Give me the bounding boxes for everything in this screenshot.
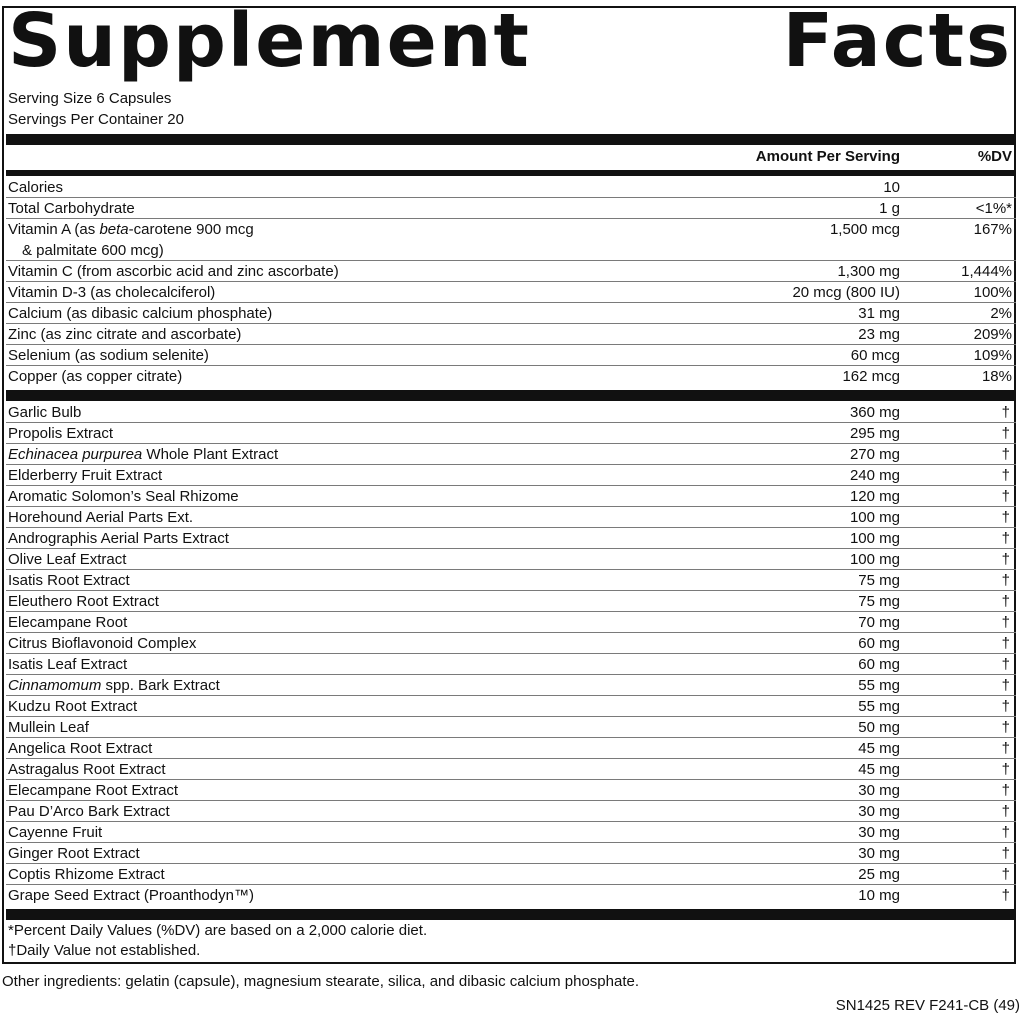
herbal-amount: 100 mg bbox=[849, 509, 900, 526]
dv-header: %DV bbox=[977, 148, 1012, 165]
herbal-amount: 25 mg bbox=[858, 866, 900, 883]
ingredient-name: Zinc (as zinc citrate and ascorbate) bbox=[8, 326, 242, 343]
nutrient-row bbox=[6, 219, 1016, 261]
nutrient-row bbox=[6, 198, 1016, 219]
dagger-mark: † bbox=[1001, 887, 1010, 904]
nutrient-dv: 109% bbox=[973, 347, 1012, 364]
footnote-percent-dv: *Percent Daily Values (%DV) are based on a 2,000 calorie diet. bbox=[8, 922, 428, 939]
nutrient-dv: 1,444% bbox=[961, 263, 1012, 280]
ingredient-name: Angelica Root Extract bbox=[8, 740, 153, 757]
thick-divider-middle bbox=[6, 390, 1016, 401]
ingredient-name: Cinnamomum spp. Bark Extract bbox=[8, 677, 220, 694]
nutrient-row bbox=[6, 324, 1016, 345]
footnotes bbox=[8, 921, 427, 961]
herbal-amount: 75 mg bbox=[858, 593, 900, 610]
ingredient-name: Kudzu Root Extract bbox=[8, 698, 138, 715]
herbal-row bbox=[6, 885, 1016, 906]
ingredient-name: Vitamin A (as beta-carotene 900 mcg & palmitate 600 mcg) bbox=[8, 221, 254, 259]
ingredient-name: Copper (as copper citrate) bbox=[8, 368, 183, 385]
herbal-row bbox=[6, 486, 1016, 507]
ingredient-name: Cayenne Fruit bbox=[8, 824, 103, 841]
ingredient-name: Isatis Leaf Extract bbox=[8, 656, 128, 673]
nutrient-dv: 167% bbox=[973, 221, 1012, 238]
nutrient-amount: 23 mg bbox=[858, 326, 900, 343]
ingredient-name: Elecampane Root Extract bbox=[8, 782, 179, 799]
dagger-mark: † bbox=[1001, 509, 1010, 526]
dagger-mark: † bbox=[1001, 530, 1010, 547]
ingredient-name: Isatis Root Extract bbox=[8, 572, 130, 589]
ingredient-name: Coptis Rhizome Extract bbox=[8, 866, 165, 883]
herbal-row bbox=[6, 402, 1016, 423]
herbal-row bbox=[6, 633, 1016, 654]
ingredient-name: Eleuthero Root Extract bbox=[8, 593, 159, 610]
nutrient-row bbox=[6, 177, 1016, 198]
herbal-amount: 30 mg bbox=[858, 803, 900, 820]
ingredient-name-italic: Echinacea purpurea bbox=[8, 446, 143, 463]
herbal-amount: 240 mg bbox=[849, 467, 900, 484]
herbal-amount: 60 mg bbox=[858, 656, 900, 673]
nutrient-row bbox=[6, 345, 1016, 366]
ingredient-name: Vitamin D-3 (as cholecalciferol) bbox=[8, 284, 216, 301]
ingredient-name-line2: & palmitate 600 mcg) bbox=[22, 242, 164, 259]
herbal-row bbox=[6, 591, 1016, 612]
ingredient-name: Elecampane Root bbox=[8, 614, 128, 631]
thick-divider-header bbox=[6, 170, 1016, 176]
nutrient-table bbox=[6, 177, 1016, 387]
herbal-row bbox=[6, 738, 1016, 759]
dagger-mark: † bbox=[1001, 698, 1010, 715]
nutrient-amount: 31 mg bbox=[858, 305, 900, 322]
thick-divider-top bbox=[6, 134, 1016, 145]
herbal-amount: 10 mg bbox=[858, 887, 900, 904]
herbal-row bbox=[6, 843, 1016, 864]
herbal-row bbox=[6, 444, 1016, 465]
herbal-amount: 70 mg bbox=[858, 614, 900, 631]
nutrient-row bbox=[6, 366, 1016, 387]
ingredient-name: Mullein Leaf bbox=[8, 719, 89, 736]
herbal-amount: 100 mg bbox=[849, 551, 900, 568]
ingredient-name: Elderberry Fruit Extract bbox=[8, 467, 163, 484]
herbal-amount: 120 mg bbox=[849, 488, 900, 505]
herbal-row bbox=[6, 759, 1016, 780]
herbal-amount: 30 mg bbox=[858, 845, 900, 862]
ingredient-name: Olive Leaf Extract bbox=[8, 551, 127, 568]
herbal-table bbox=[6, 402, 1016, 906]
serving-size: Serving Size 6 Capsules bbox=[8, 90, 172, 107]
ingredient-name-italic: Cinnamomum bbox=[8, 677, 102, 694]
herbal-amount: 360 mg bbox=[849, 404, 900, 421]
herbal-amount: 50 mg bbox=[858, 719, 900, 736]
herbal-row bbox=[6, 654, 1016, 675]
dagger-mark: † bbox=[1001, 845, 1010, 862]
ingredient-name: Andrographis Aerial Parts Extract bbox=[8, 530, 229, 547]
dagger-mark: † bbox=[1001, 446, 1010, 463]
herbal-row bbox=[6, 528, 1016, 549]
nutrient-dv: 18% bbox=[981, 368, 1012, 385]
herbal-row bbox=[6, 549, 1016, 570]
nutrient-amount: 20 mcg (800 IU) bbox=[792, 284, 900, 301]
column-header bbox=[6, 146, 1016, 168]
dagger-mark: † bbox=[1001, 467, 1010, 484]
nutrient-amount: 1 g bbox=[879, 200, 900, 217]
ingredient-name: Calcium (as dibasic calcium phosphate) bbox=[8, 305, 273, 322]
dagger-mark: † bbox=[1001, 761, 1010, 778]
dagger-mark: † bbox=[1001, 551, 1010, 568]
nutrient-amount: 1,300 mg bbox=[837, 263, 900, 280]
herbal-row bbox=[6, 822, 1016, 843]
dagger-mark: † bbox=[1001, 593, 1010, 610]
dagger-mark: † bbox=[1001, 404, 1010, 421]
herbal-row bbox=[6, 675, 1016, 696]
ingredient-name: Citrus Bioflavonoid Complex bbox=[8, 635, 197, 652]
herbal-amount: 55 mg bbox=[858, 698, 900, 715]
herbal-amount: 75 mg bbox=[858, 572, 900, 589]
dagger-mark: † bbox=[1001, 677, 1010, 694]
herbal-amount: 270 mg bbox=[849, 446, 900, 463]
ingredient-name: Astragalus Root Extract bbox=[8, 761, 166, 778]
footnote-dagger: †Daily Value not established. bbox=[8, 942, 201, 959]
ingredient-name-italic: beta bbox=[99, 221, 129, 238]
ingredient-name: Total Carbohydrate bbox=[8, 200, 135, 217]
nutrient-dv: <1%* bbox=[975, 200, 1012, 217]
dagger-mark: † bbox=[1001, 488, 1010, 505]
ingredient-name: Selenium (as sodium selenite) bbox=[8, 347, 209, 364]
dagger-mark: † bbox=[1001, 824, 1010, 841]
dagger-mark: † bbox=[1001, 425, 1010, 442]
amount-per-serving-header: Amount Per Serving bbox=[755, 148, 900, 165]
herbal-row bbox=[6, 465, 1016, 486]
nutrient-row bbox=[6, 282, 1016, 303]
nutrient-amount: 162 mcg bbox=[842, 368, 900, 385]
nutrient-dv: 209% bbox=[973, 326, 1012, 343]
dagger-mark: † bbox=[1001, 740, 1010, 757]
herbal-row bbox=[6, 780, 1016, 801]
herbal-row bbox=[6, 864, 1016, 885]
herbal-row bbox=[6, 570, 1016, 591]
ingredient-name: Pau D’Arco Bark Extract bbox=[8, 803, 170, 820]
ingredient-name: Calories bbox=[8, 179, 64, 196]
nutrient-row bbox=[6, 261, 1016, 282]
herbal-row bbox=[6, 507, 1016, 528]
herbal-amount: 45 mg bbox=[858, 761, 900, 778]
ingredient-name: Horehound Aerial Parts Ext. bbox=[8, 509, 194, 526]
herbal-row bbox=[6, 612, 1016, 633]
other-ingredients: Other ingredients: gelatin (capsule), magnesium stearate, silica, and dibasic calcium phosphate. bbox=[2, 973, 640, 990]
nutrient-amount: 1,500 mcg bbox=[829, 221, 900, 238]
dagger-mark: † bbox=[1001, 803, 1010, 820]
herbal-amount: 55 mg bbox=[858, 677, 900, 694]
title-supplement: Supplement bbox=[8, 0, 531, 84]
herbal-row bbox=[6, 801, 1016, 822]
panel-title bbox=[8, 0, 1012, 84]
serving-info bbox=[8, 88, 184, 130]
ingredient-name: Echinacea purpurea Whole Plant Extract bbox=[8, 446, 279, 463]
herbal-row bbox=[6, 423, 1016, 444]
dagger-mark: † bbox=[1001, 866, 1010, 883]
herbal-amount: 60 mg bbox=[858, 635, 900, 652]
servings-per-container: Servings Per Container 20 bbox=[8, 111, 184, 128]
ingredient-name: Grape Seed Extract (Proanthodyn™) bbox=[8, 887, 254, 904]
product-code: SN1425 REV F241-CB (49) bbox=[835, 997, 1020, 1014]
herbal-amount: 30 mg bbox=[858, 782, 900, 799]
title-facts: Facts bbox=[782, 0, 1012, 84]
nutrient-dv: 100% bbox=[973, 284, 1012, 301]
herbal-row bbox=[6, 717, 1016, 738]
thick-divider-bottom bbox=[6, 909, 1016, 920]
ingredient-name: Ginger Root Extract bbox=[8, 845, 140, 862]
herbal-amount: 100 mg bbox=[849, 530, 900, 547]
nutrient-amount: 10 bbox=[883, 179, 900, 196]
dagger-mark: † bbox=[1001, 782, 1010, 799]
herbal-amount: 295 mg bbox=[849, 425, 900, 442]
dagger-mark: † bbox=[1001, 572, 1010, 589]
dagger-mark: † bbox=[1001, 719, 1010, 736]
dagger-mark: † bbox=[1001, 635, 1010, 652]
dagger-mark: † bbox=[1001, 614, 1010, 631]
herbal-amount: 30 mg bbox=[858, 824, 900, 841]
nutrient-amount: 60 mcg bbox=[850, 347, 900, 364]
herbal-row bbox=[6, 696, 1016, 717]
ingredient-name: Garlic Bulb bbox=[8, 404, 82, 421]
nutrient-row bbox=[6, 303, 1016, 324]
herbal-amount: 45 mg bbox=[858, 740, 900, 757]
ingredient-name: Vitamin C (from ascorbic acid and zinc ascorbate) bbox=[8, 263, 339, 280]
dagger-mark: † bbox=[1001, 656, 1010, 673]
ingredient-name: Aromatic Solomon’s Seal Rhizome bbox=[8, 488, 239, 505]
ingredient-name: Propolis Extract bbox=[8, 425, 114, 442]
nutrient-dv: 2% bbox=[990, 305, 1012, 322]
